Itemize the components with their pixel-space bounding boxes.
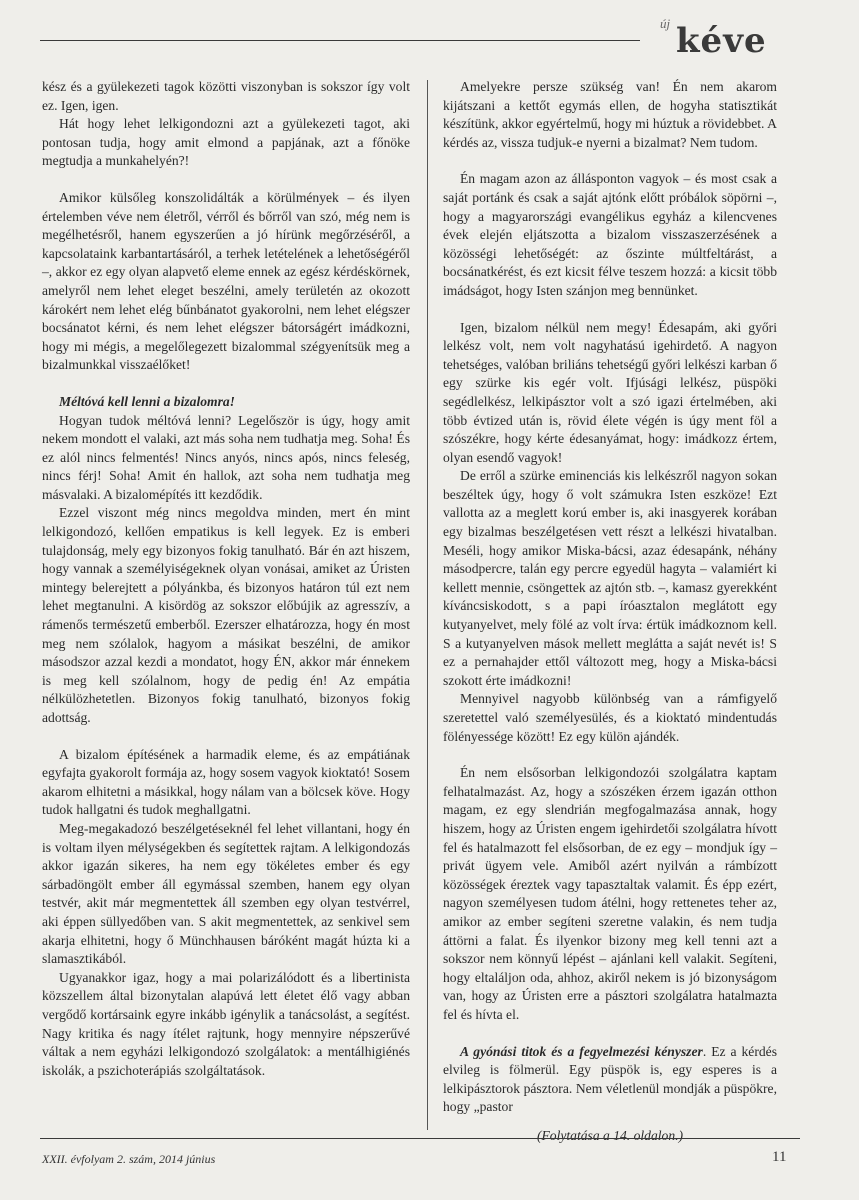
right-paragraph: Amelyekre persze szükség van! Én nem akarom kijátszani a kettőt egymás ellen, de hogyha statisztikát készítünk, akkor egyértelmű, hogy mi húztuk a rövidebbet. A kérdés az, vissza tudjuk-e nyerni a bizalmat? Nem tudom. (443, 79, 777, 150)
footer-rule (40, 1138, 800, 1139)
page-number: 11 (772, 1149, 787, 1165)
masthead-logo (648, 14, 818, 61)
footer-issue: XXII. évfolyam 2. szám, 2014 június (42, 1152, 216, 1166)
right-paragraph: Én magam azon az állásponton vagyok – és most csak a saját portánk és csak a saját ajtónk előtt próbálok söpörni –, hogy a magyarországi evangélikus egyház a kilencvenes évek elején eljátszotta a bizalom visszaszerzésének a közösségi lehetőségét: az őszinte múltfeltárást, a bocsánatkérést, és ezt kicsit félve teszem hozzá: a kicsit több imádságot, hogy Isten szánjon meg bennünket. (443, 171, 777, 298)
left-paragraph: Ezzel viszont még nincs megoldva minden, mert én mint lelkigondozó, kellően empatikus is kell legyek. Ez is emberi tulajdonság, mely egy bizonyos fokig tanulható. Bár én azt hiszem, hogy vannak a személyiségeknek olyan vonásai, amiket az Úristen mintegy belerejtett a pólyánkba, és bizonyos határon túl ezt nem lehet megtanulni. A kisördög az sokszor előbújik az agresszív, a rámenős természetű emberből. Ezerszer elhatározza, hogy én most meg nem szólalok, hagyom a másikat beszélni, de amikor másodszor azzal kezdi a mondatot, hogy ÉN, akkor már énnekem is meg kell szólalnom, hogy de pedig én! Az empátia nélkülözhetetlen. Bizonyos fokig tanulható, bizonyos fokig adottság. (42, 505, 410, 725)
left-column (42, 78, 410, 1080)
left-paragraph: kész és a gyülekezeti tagok közötti viszonyban is sokszor így volt ez. Igen, igen. (42, 79, 410, 113)
right-paragraph: Igen, bizalom nélkül nem megy! Édesapám, aki győri lelkész volt, nem volt nagyhatású igehirdető. A nagyon tehetséges, valóban briliáns tehetségű győri lelkészi karban ő egy szürke kis egér volt. Ifjúsági lelkész, püspöki segédlelkész, lelkipásztor volt a szó igazi értelmében, aki több évtized után is, rövid élete végén is úgy ment föl a szószékre, hogy kérte édesanyámat, hogy: imádkozz értem, olyan esendő vagyok! (443, 319, 777, 465)
left-paragraph: Hogyan tudok méltóvá lenni? Legelőször is úgy, hogy amit nekem mondott el valaki, azt más soha nem tudhatja meg. Soha! És ez alól nincs felmentés! Nincs anyós, nincs após, nincs feleség, nincs férj! Soha! Amit én hallok, azt soha nem tudhatja meg másvalaki. A bizalomépítés itt kezdődik. (42, 412, 410, 502)
left-paragraph: A bizalom építésének a harmadik eleme, és az empátiának egyfajta gyakorolt formája az, hogy sosem vagyok kioktató! Sosem akarom elhitetni a másikkal, hogy nálam van a bölcsek köve. Hogy tudok hallgatni és tudok meghallgatni. (42, 746, 410, 818)
right-subhead-paragraph (443, 1043, 777, 1117)
left-paragraph: Ugyanakkor igaz, hogy a mai polarizálódott és a libertinista közszellem által bizonytalan alapúvá lett életet élő vagy abban vergődő kortársaink egyre inkább igénylik a tanácsolást, a segítést. Nagy kritika és nagy ítélet rajtunk, hogy mennyire népszerűvé váltak a nem egyházi lelkigondozó szolgálatok: a mentálhigiénés iskolák, a pszichoterápiás szolgáltatások. (42, 969, 410, 1078)
masthead-prefix: új (660, 16, 671, 31)
left-paragraph: Amikor külsőleg konszolidálták a körülmények – és ilyen értelemben véve nem életről, vérről és bőrről van szó, még nem is megélhetésről, hanem egyszerűen a jó hírünk megőrzéséről, a kapcsolataink karbantartásáról, a terhek letételének a lehetőségéről –, akkor ez egy olyan alapvető eleme ennek az egész kérdéskörnek, amelyről nem lehet eleget beszélni, amely területén az okozott károkért nem lehet elég bűnbánatot gyakorolni, nem lehet elégszer bocsánatot kérni, és nem lehet elégszer bátorságért imádkozni, hogy mi mégis, a megelőlegezett bizalommal szégyenítsük meg a bizalmunkkal visszaélőket! (42, 189, 410, 373)
left-paragraph: Meg-megakadozó beszélgetéseknél fel lehet villantani, hogy én is voltam ilyen mélységekben és segítettek rajtam. A lelkigondozás akkor igazán sikeres, ha nem egy tökéletes ember és egy sárbadöngölt ember áll egymással szemben, hanem egy olyan testvér, akit már megmentettek áll szemben egy olyan testvérrel, aki éppen süllyedőben van. S akit megmentettek, az senkivel sem akarja elhitetni, hogy ő Münchhausen báróként magát húzta ki a slamasztikából. (42, 820, 410, 967)
left-paragraph: Hát hogy lehet lelkigondozni azt a gyülekezeti tagot, aki pontosan tudja, hogy amit elmond a papjának, azt a főnöke megtudja a munkahelyén?! (42, 116, 410, 169)
right-column (443, 78, 777, 1145)
subhead-confession: A gyónási titok és a fegyelmezési kényszer (460, 1043, 703, 1059)
right-paragraphs (443, 78, 777, 1025)
subhead-confession-text: . Ez a kérdés elvileg is fölmerül. Egy püspök is, egy esperes is a lelkipásztorok pásztora. Nem véletlenül mondják a püspökre, hogy „pastor (443, 1043, 777, 1115)
header-rule (40, 40, 640, 41)
column-divider (427, 80, 428, 1130)
subhead-trust: Méltóvá kell lenni a bizalomra! (59, 393, 235, 409)
right-paragraph: Mennyivel nagyobb különbség van a rámfigyelő szeretettel való személyesülés, és a kioktató mindentudás fölényessége között! Ez egy külön ajándék. (443, 691, 777, 744)
masthead-title: kéve (676, 21, 767, 61)
right-paragraph: De erről a szürke eminenciás kis lelkészről nagyon sokan beszéltek úgy, hogy ő volt számukra Isten eszköze! Ezt vallotta az a meglett korú ember is, aki inasgyerek korában egy bizalmas beszélgetésen vett részt a lelkészi hivatalban. Meséli, hogy amikor Miska-bácsi, azaz édesapánk, néhány másodpercre, talán egy percre egyedül hagyta – valamiért ki kellett mennie, csöngettek az ajtón stb. –, kamasz gyerekként kíváncsiskodott, s a papi íróasztalon meglátott egy kutyanyelvet, mely fölé az volt írva: értük imádkoznom kell. S a kutyanyelven mások mellett meglátta a saját nevét is! S ez a pernahajder ettől változott meg, hogy a Miska-bácsi szokott érte imádkozni! (443, 468, 777, 688)
continuation-note: (Folytatása a 14. oldalon.) (536, 1127, 684, 1143)
right-paragraph: Én nem elsősorban lelkigondozói szolgálatra kaptam felhatalmazást. Az, hogy a szószéken érzem igazán otthon magam, ez egy slendrián megfogalmazása annak, hogy hiszem, hogy az Úristen engem igehirdetői szolgálatra hívott fel és hatalmazott fel elsősorban, de ez egy – mondjuk így – privát ügyem vele. Amiből azért nyilván a rámbízott közösségek éreztek vagy tapasztaltak valamit. És épp ezért, nagyon személyesen tudom átélni, hogy rettenetes teher az, amikor az ember segíteni szeretne valakin, és nem tudja áttörni a falat. És ilyenkor bizony meg kell tenni azt a sokszor nem könnyű lépést – ajánlani kell valakit. Segíteni, hogy eltaláljon oda, ahhoz, akiről nekem is jó bizonyságom van, hogy az Úristen erre a pásztori szolgálatra hatalmazta fel és hívta el. (443, 765, 777, 1022)
